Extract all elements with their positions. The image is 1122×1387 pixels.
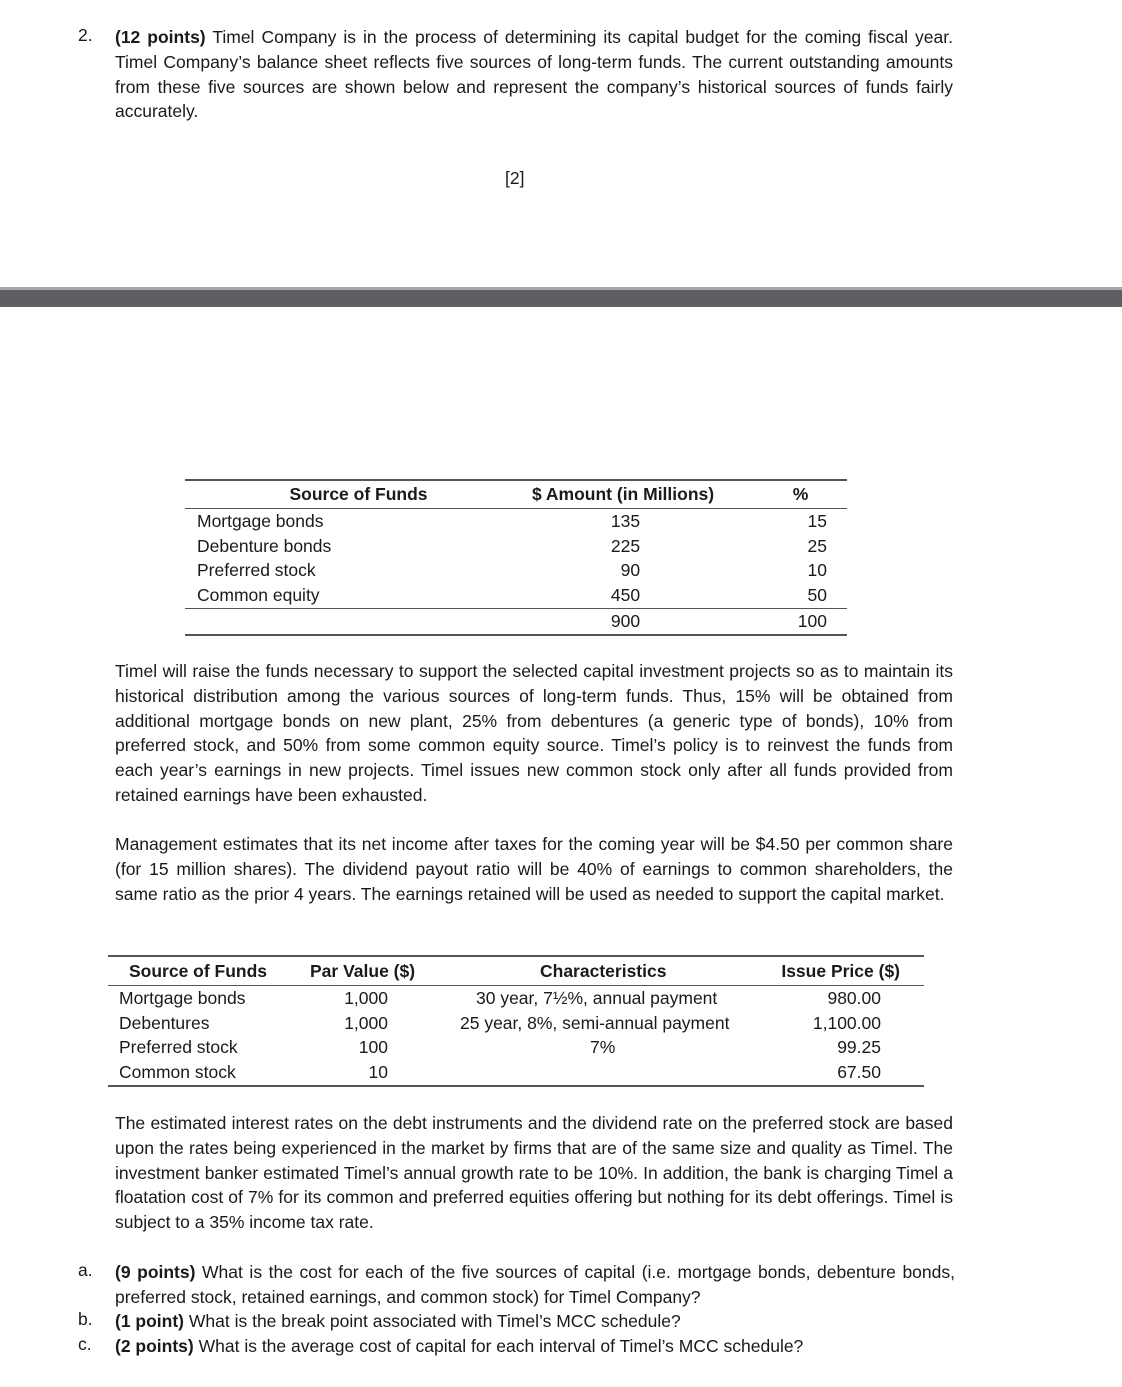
cell-price: 67.50	[837, 1062, 881, 1083]
cell-source: Common equity	[197, 585, 320, 606]
subquestion-a	[115, 1260, 955, 1310]
cell-char: 25 year, 8%, semi-annual payment	[460, 1012, 730, 1033]
cell-source: Common stock	[119, 1062, 236, 1083]
subquestion-c-label: c.	[78, 1334, 92, 1354]
cell-par: 100	[358, 1037, 388, 1058]
cell-source: Debentures	[119, 1012, 210, 1033]
col-source-header: Source of Funds	[108, 956, 288, 986]
col-source-header: Source of Funds	[185, 480, 532, 509]
col-par-header: Par Value ($)	[288, 956, 418, 986]
cell-price: 980.00	[827, 987, 881, 1008]
cell-price: 1,100.00	[812, 1012, 881, 1033]
cell-par: 1,000	[344, 1012, 388, 1033]
question-intro	[115, 25, 953, 124]
table-row	[108, 986, 924, 1011]
table-row	[185, 559, 847, 584]
col-price-header: Issue Price ($)	[738, 956, 924, 986]
col-amount-header: $ Amount (in Millions)	[532, 480, 754, 509]
cell-price: 99.25	[837, 1037, 881, 1058]
funds-distribution-table	[185, 479, 847, 636]
cell-char: 30 year, 7½%, annual payment	[476, 987, 718, 1008]
cell-source: Mortgage bonds	[119, 987, 246, 1008]
subquestion-b-label: b.	[78, 1309, 93, 1329]
table-row	[108, 1060, 924, 1086]
cell-par: 1,000	[344, 987, 388, 1008]
table-total-row	[185, 609, 847, 635]
subquestion-c-text: What is the average cost of capital for each interval of Timel’s MCC schedule?	[193, 1336, 804, 1356]
cell-source: Preferred stock	[119, 1037, 238, 1058]
paragraph-net-income: Management estimates that its net income after taxes for the coming year will be $4.50 per common share (for 15 million shares). The dividend payout ratio will be 40% of earnings to common shareholders, the same ratio as the prior 4 years. The earnings retained will be used as needed to support the capital market.	[115, 834, 953, 904]
subquestion-a-points: (9 points)	[115, 1262, 196, 1282]
question-number: 2.	[78, 25, 93, 45]
question-intro-text: Timel Company is in the process of determining its capital budget for the coming fiscal year. Timel Company’s balance sheet reflects five sources of long-term funds. The current outstanding amounts from these five sources are shown below and represent the company’s historical sources of funds fairly accurately.	[115, 27, 953, 122]
cell-pct: 50	[807, 585, 827, 606]
table-row	[108, 1036, 924, 1061]
table-row	[185, 509, 847, 534]
cell-char: 7%	[590, 1037, 616, 1058]
securities-table	[108, 955, 924, 1087]
subquestion-c-points: (2 points)	[115, 1336, 194, 1356]
cell-par: 10	[368, 1062, 388, 1083]
col-pct-header: %	[754, 480, 847, 509]
table-header-row	[185, 480, 847, 509]
cell-total-amount: 900	[532, 609, 754, 635]
cell-pct: 15	[807, 510, 827, 531]
cell-total-label	[185, 609, 532, 635]
paragraph-rates: The estimated interest rates on the debt instruments and the dividend rate on the preferred stock are based upon the rates being experienced in the market by firms that are of the same size and quality as Timel. The investment banker estimated Timel’s annual growth rate to be 10%. In addition, the bank is charging Timel a floatation cost of 7% for its common and preferred equities offering but nothing for its debt offerings. Timel is subject to a 35% income tax rate.	[115, 1113, 953, 1233]
subquestion-b-text: What is the break point associated with Timel’s MCC schedule?	[184, 1311, 681, 1331]
col-char-header: Characteristics	[418, 956, 738, 986]
cell-total-pct: 100	[754, 609, 847, 635]
cell-source: Preferred stock	[197, 560, 316, 581]
page-marker: [2]	[505, 168, 525, 188]
page-divider	[0, 287, 1122, 307]
cell-source: Mortgage bonds	[197, 510, 324, 531]
question-points: (12 points)	[115, 27, 206, 47]
table-row	[185, 534, 847, 559]
subquestion-b-points: (1 point)	[115, 1311, 185, 1331]
cell-amount: 225	[610, 535, 641, 556]
subquestion-c	[115, 1334, 955, 1359]
subquestion-a-label: a.	[78, 1260, 93, 1280]
table-row	[185, 583, 847, 608]
cell-pct: 10	[807, 560, 827, 581]
cell-char	[418, 1060, 738, 1086]
subquestion-a-text: What is the cost for each of the five sources of capital (i.e. mortgage bonds, debenture bonds, preferred stock, retained earnings, and common stock) for Timel Company?	[115, 1262, 955, 1307]
cell-amount: 135	[610, 510, 641, 531]
cell-pct: 25	[807, 535, 827, 556]
cell-source: Debenture bonds	[197, 535, 332, 556]
cell-amount: 90	[620, 560, 641, 581]
table-row	[108, 1011, 924, 1036]
subquestion-b	[115, 1309, 955, 1334]
cell-amount: 450	[610, 585, 641, 606]
table-header-row	[108, 956, 924, 986]
paragraph-distribution: Timel will raise the funds necessary to support the selected capital investment projects so as to maintain its historical distribution among the various sources of long-term funds. Thus, 15% will be obtained from additional mortgage bonds on new plant, 25% from debentures (a generic type of bonds), 10% from preferred stock, and 50% from some common equity source. Timel’s policy is to reinvest the funds from each year’s earnings in new projects. Timel issues new common stock only after all funds provided from retained earnings have been exhausted.	[115, 661, 953, 805]
